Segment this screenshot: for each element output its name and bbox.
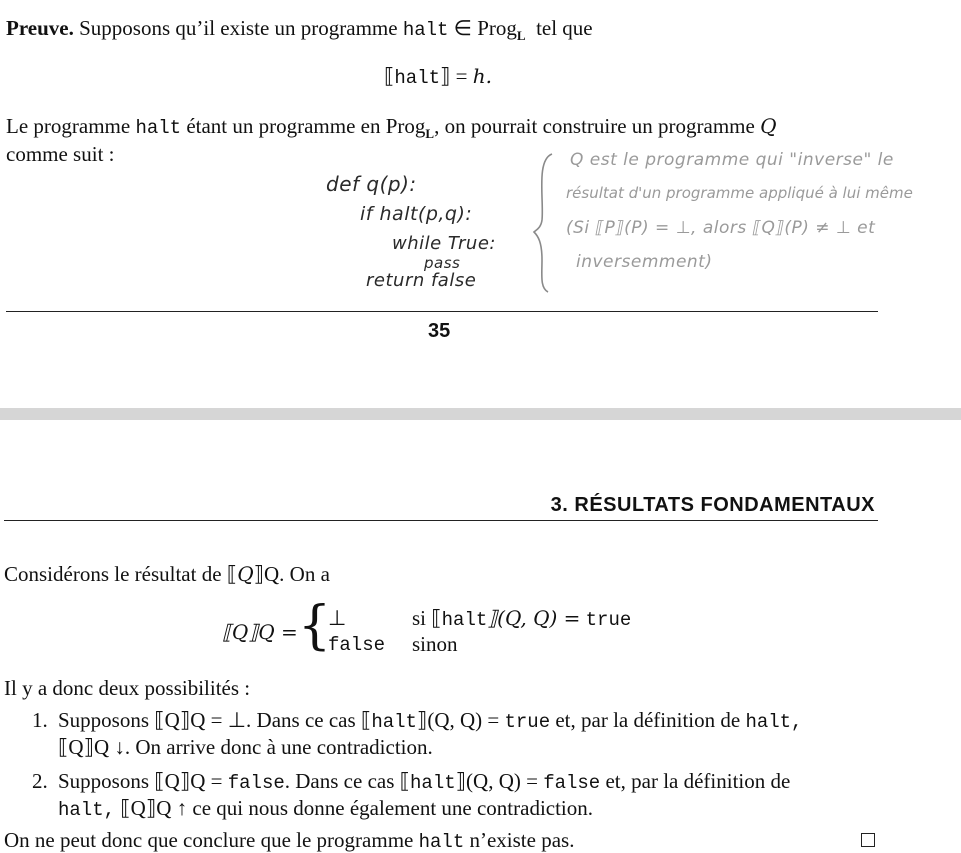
cond-text: si ⟦ xyxy=(412,606,442,630)
para-text: Le programme xyxy=(6,114,131,138)
code-halt: halt xyxy=(418,831,465,853)
prog-subscript: L xyxy=(425,126,435,142)
list-item-2-line-1 xyxy=(58,769,878,794)
prog-subscript: L xyxy=(516,28,526,44)
para-text: étant un programme en Prog xyxy=(186,114,426,138)
var-h: h. xyxy=(472,64,493,88)
section-number: 3. xyxy=(550,494,569,516)
var-Q: Q xyxy=(760,114,777,138)
item-text: Supposons ⟦Q⟧Q = ⊥. Dans ce cas ⟦ xyxy=(58,708,372,732)
proof-line-1 xyxy=(6,16,593,44)
item-text: . Dans ce cas ⟦ xyxy=(284,769,411,793)
para-text: , on pourrait construire un programme xyxy=(434,114,755,138)
list-item-1-line-1 xyxy=(58,708,878,733)
code-halt: halt xyxy=(441,609,488,631)
header-rule xyxy=(4,520,878,521)
code-halt: halt xyxy=(371,711,417,733)
case-2-condition: sinon xyxy=(412,632,458,656)
list-item-1-line-2: ⟦Q⟧Q ↓. On arrive donc à une contradiction. xyxy=(58,735,433,759)
item-text: ⟧(Q, Q) = xyxy=(416,708,500,732)
hand-code-while: while True: xyxy=(392,233,496,254)
cases-brace-icon: { xyxy=(298,596,332,656)
code-true: true xyxy=(585,609,632,631)
hand-note-line-4: inversemment) xyxy=(576,252,713,272)
intro-line xyxy=(4,562,330,587)
bracket-open: ⟦ xyxy=(384,64,395,88)
qed-square-icon xyxy=(861,833,875,847)
conclusion-text: On ne peut donc que conclure que le programme xyxy=(4,828,414,852)
conclusion-line xyxy=(4,828,574,853)
equation-halt-h xyxy=(384,64,492,89)
var-Q: Q xyxy=(237,562,254,586)
hand-note-line-2: résultat d'un programme appliqué à lui même xyxy=(566,184,913,202)
code-halt: halt xyxy=(135,117,182,139)
footer-rule xyxy=(6,311,878,312)
code-halt: halt xyxy=(402,19,449,41)
conclusion-text: n’existe pas. xyxy=(469,828,575,852)
intro-text-end: ⟧Q. On a xyxy=(253,562,330,586)
list-item-number: 2. xyxy=(32,769,48,793)
case-1-condition xyxy=(412,606,631,631)
section-header xyxy=(551,494,875,517)
hand-code-return: return false xyxy=(366,270,477,291)
case-1-value: ⊥ xyxy=(328,606,347,630)
code-false: false xyxy=(227,772,285,794)
item-text: ⟧(Q, Q) = xyxy=(455,769,538,793)
item-text: Supposons ⟦Q⟧Q = xyxy=(58,769,223,793)
hand-code-if: if halt(p,q): xyxy=(360,203,473,225)
code-halt: halt xyxy=(394,67,441,89)
hand-code-def: def q(p): xyxy=(326,172,417,196)
hand-code-pass: pass xyxy=(424,254,461,272)
proof-text-end: tel que xyxy=(536,16,593,40)
code-halt: halt, xyxy=(58,799,116,821)
proof-text: Supposons qu’il existe un programme xyxy=(79,16,398,40)
page-separator xyxy=(0,408,961,420)
paragraph-construct-end: comme suit : xyxy=(6,142,115,166)
code-false: false xyxy=(543,772,601,794)
cases-lhs: ⟦Q⟧Q = xyxy=(222,620,298,644)
possibilities-line: Il y a donc deux possibilités : xyxy=(4,676,251,700)
intro-text: Considérons le résultat de ⟦ xyxy=(4,562,238,586)
prog-set: ∈ Prog xyxy=(453,16,517,40)
item-text: ⟦Q⟧Q ↑ ce qui nous donne également une contradiction. xyxy=(120,796,594,820)
bracket-close: ⟧ = xyxy=(440,64,468,88)
code-halt: halt xyxy=(410,772,456,794)
hand-note-line-3: (Si ⟦P⟧(P) = ⊥, alors ⟦Q⟧(P) ≠ ⊥ et xyxy=(566,218,876,238)
page-number: 35 xyxy=(428,320,451,342)
proof-label: Preuve. xyxy=(6,16,74,40)
cond-args: ⟧(Q, Q) = xyxy=(487,606,581,630)
list-item-number: 1. xyxy=(32,708,48,732)
item-text: et, par la définition de xyxy=(555,708,741,732)
code-halt: halt, xyxy=(745,711,803,733)
hand-note-line-1: Q est le programme qui "inverse" le xyxy=(570,150,894,170)
hand-brace-icon xyxy=(530,150,560,295)
paragraph-construct xyxy=(6,114,878,142)
section-title: RÉSULTATS FONDAMENTAUX xyxy=(574,494,875,516)
item-text: et, par la définition de xyxy=(605,769,791,793)
list-item-2-line-2 xyxy=(58,796,593,821)
code-true: true xyxy=(504,711,551,733)
case-2-value: false xyxy=(328,634,386,656)
